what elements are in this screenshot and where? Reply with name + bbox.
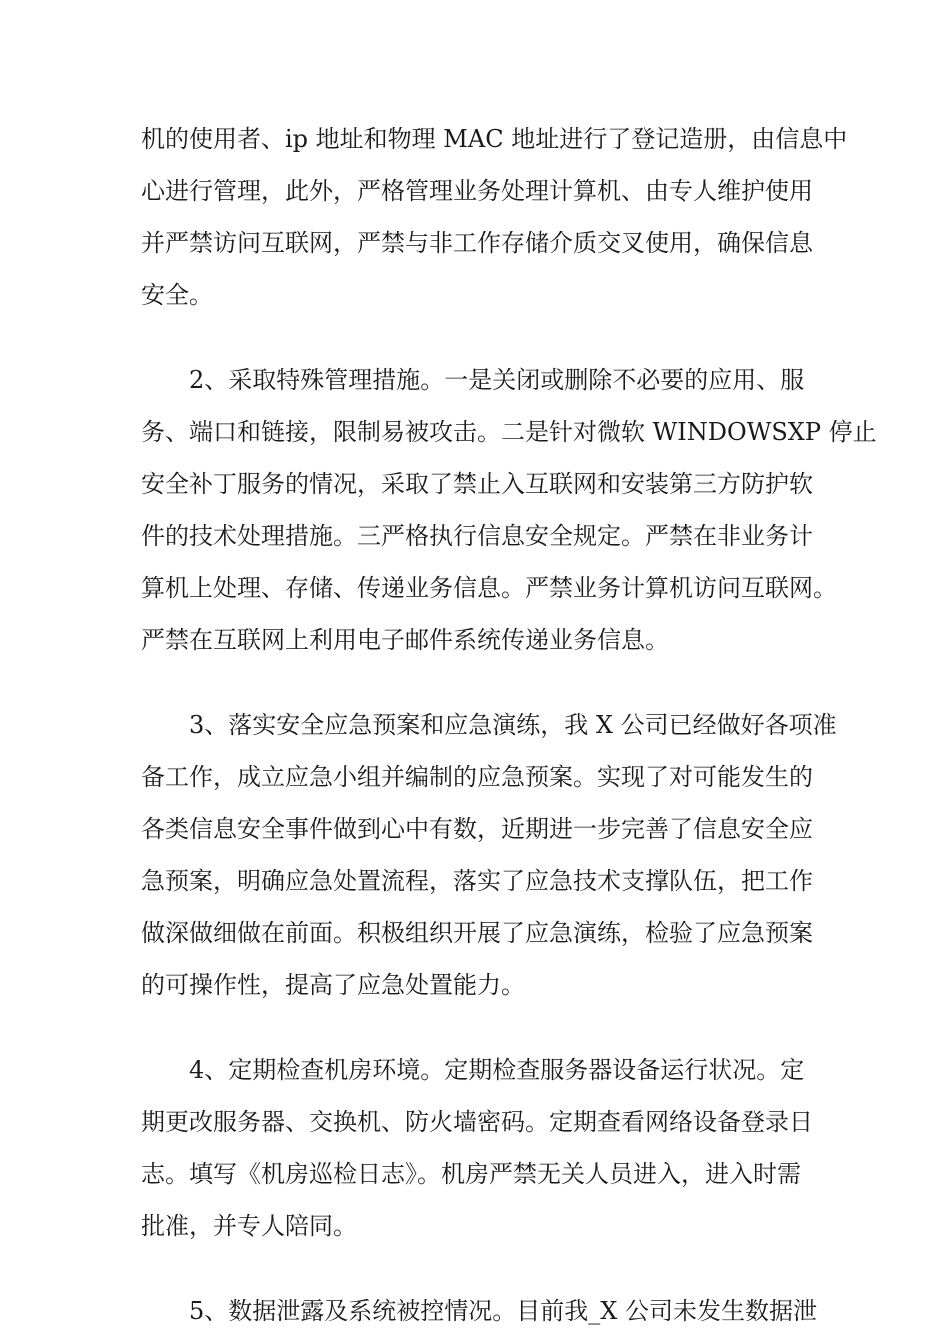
paragraph-line: 心进行管理，此外，严格管理业务处理计算机、由专人维护使用	[141, 177, 813, 205]
paragraph-5	[141, 1285, 817, 1337]
paragraph-line: 算机上处理、存储、传递业务信息。严禁业务计算机访问互联网。	[141, 574, 837, 602]
paragraph-line: 件的技术处理措施。三严格执行信息安全规定。严禁在非业务计	[141, 522, 813, 550]
paragraph-line: 严禁在互联网上利用电子邮件系统传递业务信息。	[141, 626, 669, 654]
paragraph-3	[141, 699, 837, 1011]
paragraph-line: 急预案，明确应急处置流程，落实了应急技术支撑队伍，把工作	[141, 867, 813, 895]
paragraph-line: 机的使用者、ip 地址和物理 MAC 地址进行了登记造册，由信息中	[141, 125, 848, 153]
paragraph-line: 安全补丁服务的情况，采取了禁止入互联网和安装第三方防护软	[141, 470, 813, 498]
paragraph-line: 3、落实安全应急预案和应急演练，我 X 公司已经做好各项准	[189, 711, 837, 739]
paragraph-line: 安全。	[141, 281, 213, 309]
paragraph-line: 5、数据泄露及系统被控情况。目前我_X 公司未发生数据泄	[189, 1297, 817, 1325]
paragraph-line: 2、采取特殊管理措施。一是关闭或删除不必要的应用、服	[189, 366, 805, 394]
paragraph-line: 批准，并专人陪同。	[141, 1212, 357, 1240]
document-body	[141, 113, 877, 1337]
paragraph-gap	[141, 1252, 813, 1285]
paragraph-1	[141, 113, 848, 321]
paragraph-line: 期更改服务器、交换机、防火墙密码。定期查看网络设备登录日	[141, 1108, 813, 1136]
paragraph-gap	[141, 321, 813, 354]
paragraph-2	[141, 354, 877, 666]
paragraph-line: 备工作，成立应急小组并编制的应急预案。实现了对可能发生的	[141, 763, 813, 791]
paragraph-line: 务、端口和链接，限制易被攻击。二是针对微软 WINDOWSXP 停止	[141, 418, 877, 446]
paragraph-4	[141, 1044, 813, 1252]
paragraph-line: 各类信息安全事件做到心中有数，近期进一步完善了信息安全应	[141, 815, 813, 843]
paragraph-line: 做深做细做在前面。积极组织开展了应急演练，检验了应急预案	[141, 919, 813, 947]
paragraph-line: 并严禁访问互联网，严禁与非工作存储介质交叉使用，确保信息	[141, 229, 813, 257]
paragraph-line: 4、定期检查机房环境。定期检查服务器设备运行状况。定	[189, 1056, 805, 1084]
paragraph-line: 的可操作性，提高了应急处置能力。	[141, 971, 525, 999]
paragraph-line: 志。填写《机房巡检日志》。机房严禁无关人员进入，进入时需	[141, 1160, 801, 1188]
paragraph-gap	[141, 666, 813, 699]
paragraph-gap	[141, 1011, 813, 1044]
